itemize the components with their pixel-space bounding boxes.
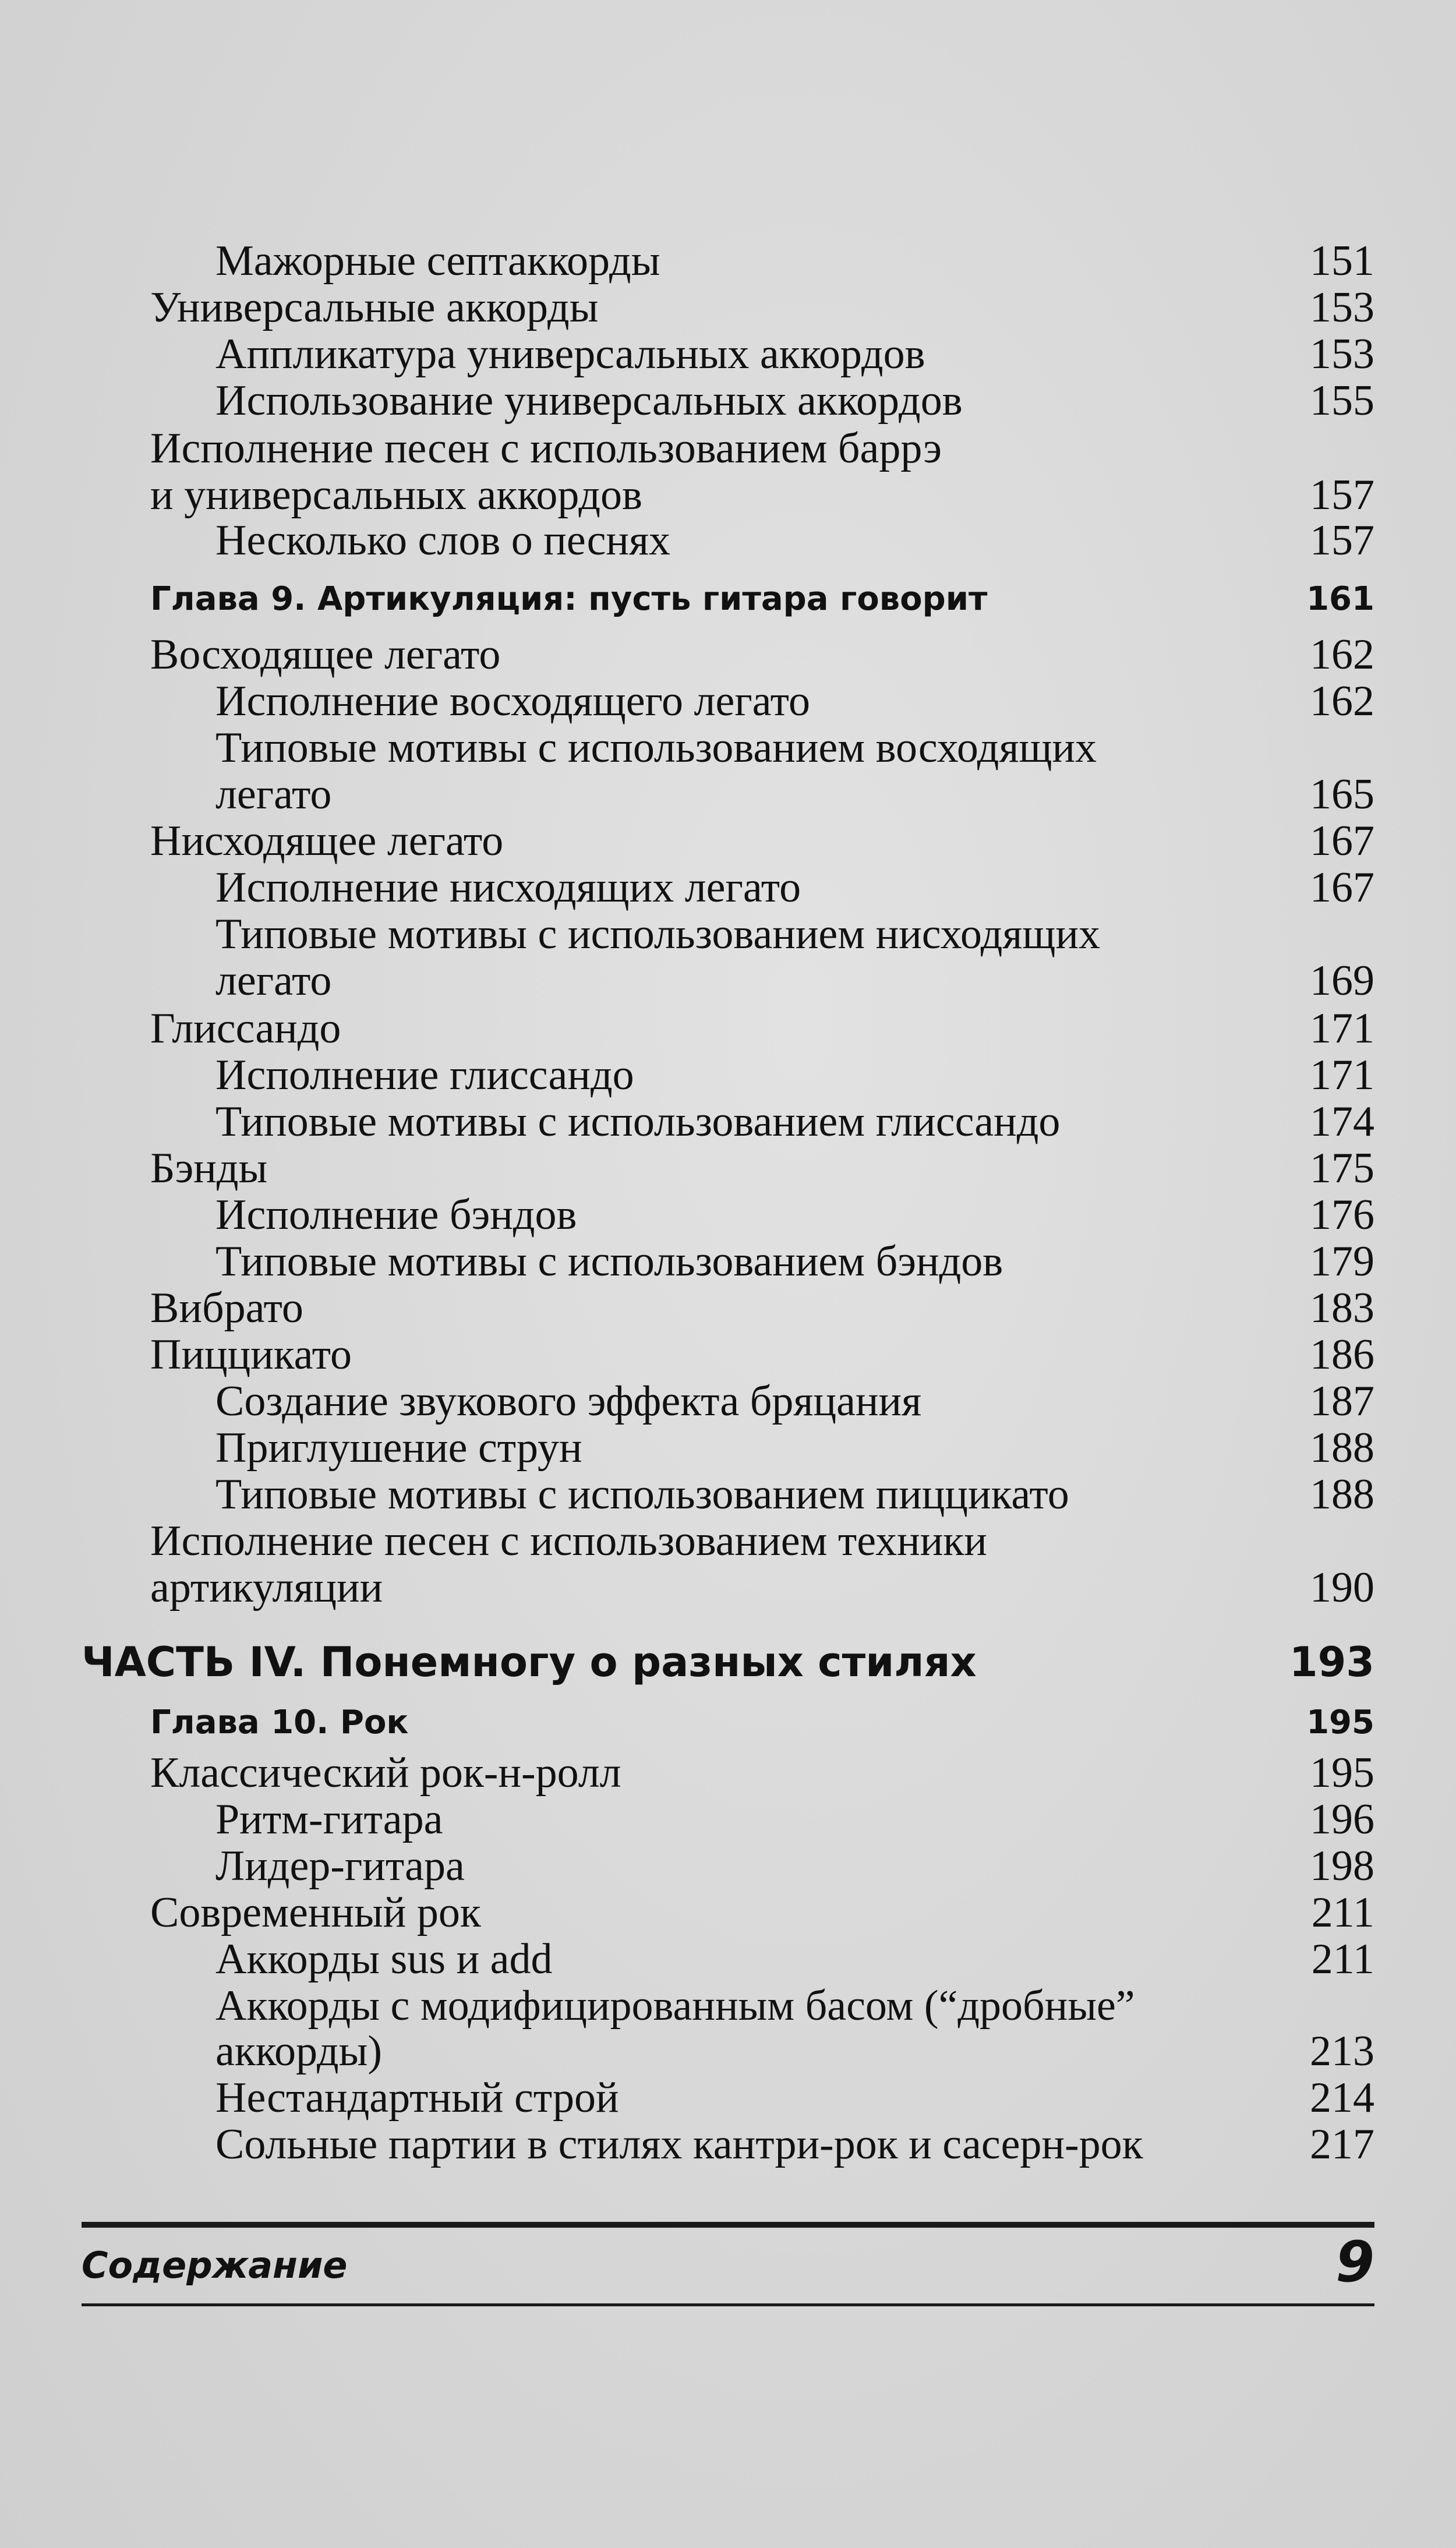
toc-entry-title: Типовые мотивы с использованием нисходящих [215, 910, 1100, 958]
toc-entry-title: Глиссандо [150, 1005, 341, 1052]
toc-entry-title: Универсальные аккорды [150, 284, 599, 331]
toc-entry-title: Типовые мотивы с использованием бэндов [215, 1238, 1003, 1285]
toc-entry-page: 165 [1310, 771, 1374, 818]
toc-entry-title: Мажорные септаккорды [215, 237, 660, 285]
toc-entry-title: Типовые мотивы с использованием пиццикато [215, 1471, 1069, 1518]
toc-entry-page: 161 [1306, 580, 1374, 618]
toc-entry-title: Вибрато [150, 1284, 303, 1332]
toc-entry-title: легато [215, 771, 332, 818]
toc-entry-title: аккорды) [215, 2027, 383, 2075]
toc-entry-title: Пиццикато [150, 1331, 352, 1379]
toc-entry-page: 157 [1310, 517, 1374, 564]
toc-entry-page: 214 [1310, 2074, 1374, 2122]
toc-entry-page: 188 [1310, 1424, 1374, 1472]
toc-entry-page: 171 [1310, 1005, 1374, 1052]
toc-entry-title: Глава 9. Артикуляция: пусть гитара говорит [150, 580, 988, 618]
toc-entry-title: ЧАСТЬ IV. Понемногу о разных стилях [82, 1638, 977, 1686]
toc-entry-title: легато [215, 957, 332, 1005]
toc-entry-title: Несколько слов о песнях [215, 517, 671, 564]
toc-entry-page: 213 [1310, 2027, 1374, 2075]
toc-entry-page: 176 [1310, 1191, 1374, 1239]
toc-entry-page: 151 [1310, 237, 1374, 285]
toc-entry-page: 195 [1310, 1749, 1374, 1797]
toc-entry-page: 167 [1310, 817, 1374, 865]
toc-entry-title: Типовые мотивы с использованием глиссандо [215, 1098, 1061, 1146]
toc-entry-page: 198 [1310, 1842, 1374, 1890]
toc-entry-page: 183 [1310, 1284, 1374, 1332]
toc-entry-page: 196 [1310, 1796, 1374, 1843]
footer-rule-top [82, 2222, 1374, 2228]
toc-entry-page: 162 [1310, 631, 1374, 678]
toc-entry-page: 211 [1311, 1889, 1374, 1936]
toc-entry-title: Нестандартный строй [215, 2074, 619, 2122]
toc-entry-title: Лидер-гитара [215, 1842, 465, 1890]
toc-entry-page: 157 [1310, 471, 1374, 519]
toc-entry-title: Восходящее легато [150, 631, 501, 678]
toc-entry-title: Приглушение струн [215, 1424, 582, 1472]
toc-entry-page: 190 [1310, 1564, 1374, 1612]
toc-entry-page: 169 [1310, 957, 1374, 1005]
running-title: Содержание [82, 2244, 348, 2287]
toc-entry-title: Бэнды [150, 1144, 268, 1192]
toc-entry-title: Глава 10. Рок [150, 1704, 409, 1741]
toc-entry-page: 187 [1310, 1377, 1374, 1425]
toc-entry-page: 153 [1310, 284, 1374, 331]
toc-entry-title: Современный рок [150, 1889, 481, 1936]
toc-entry-title: Создание звукового эффекта бряцания [215, 1377, 922, 1425]
toc-entry-page: 155 [1310, 377, 1374, 425]
toc-entry-page: 153 [1310, 330, 1374, 378]
toc-entry-title: Исполнение песен с использованием техники [150, 1517, 987, 1565]
page-number: 9 [1335, 2229, 1374, 2295]
toc-entry-title: и универсальных аккордов [150, 471, 643, 519]
toc-entry-title: артикуляции [150, 1564, 383, 1612]
toc-entry-page: 188 [1310, 1471, 1374, 1518]
toc-entry-title: Использование универсальных аккордов [215, 377, 963, 425]
toc-entry-title: Исполнение восходящего легато [215, 677, 810, 725]
toc-entry-title: Ритм-гитара [215, 1796, 443, 1843]
toc-entry-page: 162 [1310, 677, 1374, 725]
toc-entry-page: 175 [1310, 1144, 1374, 1192]
toc-entry-title: Исполнение песен с использованием баррэ [150, 425, 942, 472]
toc-entry-title: Сольные партии в стилях кантри-рок и сасерн-рок [215, 2121, 1143, 2168]
toc-entry-title: Типовые мотивы с использованием восходящих [215, 724, 1097, 772]
toc-entry-page: 193 [1289, 1638, 1374, 1686]
toc-entry-title: Аккорды с модифицированным басом (“дробные” [215, 1982, 1135, 2030]
toc-entry-page: 167 [1310, 864, 1374, 911]
footer-rule-bottom [82, 2303, 1374, 2306]
toc-entry-page: 174 [1310, 1098, 1374, 1146]
toc-entry-title: Аккорды sus и add [215, 1935, 553, 1983]
toc-entry-page: 195 [1306, 1704, 1374, 1741]
toc-entry-title: Исполнение глиссандо [215, 1051, 634, 1099]
toc-entry-page: 179 [1310, 1238, 1374, 1285]
toc-entry-title: Аппликатура универсальных аккордов [215, 330, 925, 378]
toc-entry-page: 211 [1311, 1935, 1374, 1983]
toc-entry-page: 217 [1310, 2121, 1374, 2168]
toc-entry-title: Нисходящее легато [150, 817, 504, 865]
toc-entry-title: Классический рок-н-ролл [150, 1749, 621, 1797]
toc-entry-title: Исполнение нисходящих легато [215, 864, 801, 911]
toc-entry-page: 171 [1310, 1051, 1374, 1099]
toc-entry-page: 186 [1310, 1331, 1374, 1379]
toc-entry-title: Исполнение бэндов [215, 1191, 577, 1239]
